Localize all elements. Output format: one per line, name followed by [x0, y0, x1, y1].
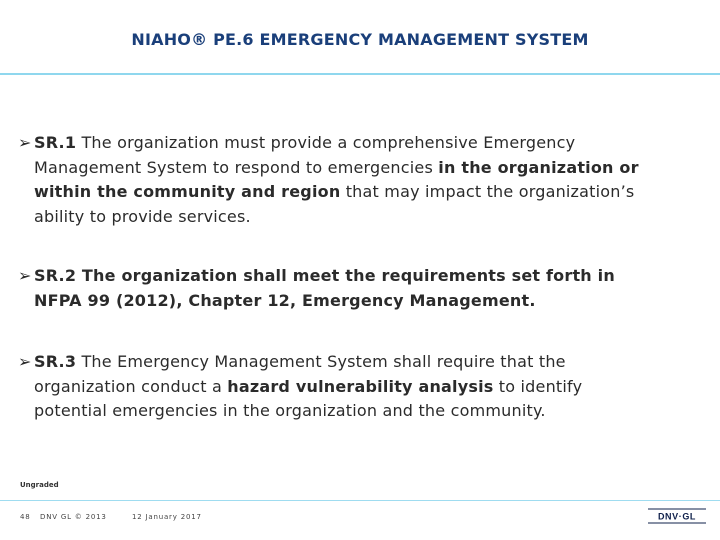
sr1-paragraph: [18, 131, 708, 229]
sr3-text-line2: organization conduct a: [34, 376, 228, 396]
arrow-bullet-icon: ➢: [18, 352, 32, 371]
sr2-bold-line1: SR.2 The organization shall meet the requirements set forth in: [34, 266, 615, 285]
svg-text:DNV·GL: DNV·GL: [657, 511, 697, 522]
sr1-code: SR.1: [34, 133, 77, 152]
sr1-text-line4: ability to provide services.: [34, 206, 251, 226]
sr1-text-line1: The organization must provide a comprehensive Emergency: [76, 133, 576, 152]
footer-divider: [0, 500, 720, 501]
title-divider: [0, 73, 720, 75]
sr3-bold-line2: hazard vulnerability analysis: [227, 376, 494, 396]
sr3-code: SR.3: [34, 352, 77, 371]
sr3-text-line2-tail: to identify: [493, 376, 583, 396]
footer-date: 12 January 2017: [132, 513, 202, 521]
sr2-bold-line2: NFPA 99 (2012), Chapter 12, Emergency Management.: [34, 290, 536, 310]
copyright-text: DNV GL © 2013: [40, 513, 107, 521]
sr3-text-line3: potential emergencies in the organization and the community.: [34, 401, 546, 420]
arrow-bullet-icon: ➢: [18, 266, 32, 285]
sr1-bold-line3: within the community and region: [34, 182, 341, 201]
sr3-text-line1: The Emergency Management System shall require that the: [76, 352, 566, 371]
sr1-text-line2: Management System to respond to emergencies: [34, 157, 439, 177]
sr2-paragraph: [18, 264, 708, 313]
sr1-text-line3: that may impact the organization’s: [340, 182, 635, 201]
page-number: 48: [20, 513, 31, 521]
arrow-bullet-icon: ➢: [18, 133, 32, 152]
slide-title: NIAHO® PE.6 EMERGENCY MANAGEMENT SYSTEM: [131, 30, 589, 49]
dnv-gl-logo-icon: [646, 506, 708, 526]
sr1-bold-line2: in the organization or: [438, 157, 639, 177]
classification-label: Ungraded: [20, 481, 59, 489]
sr3-paragraph: [18, 350, 708, 424]
